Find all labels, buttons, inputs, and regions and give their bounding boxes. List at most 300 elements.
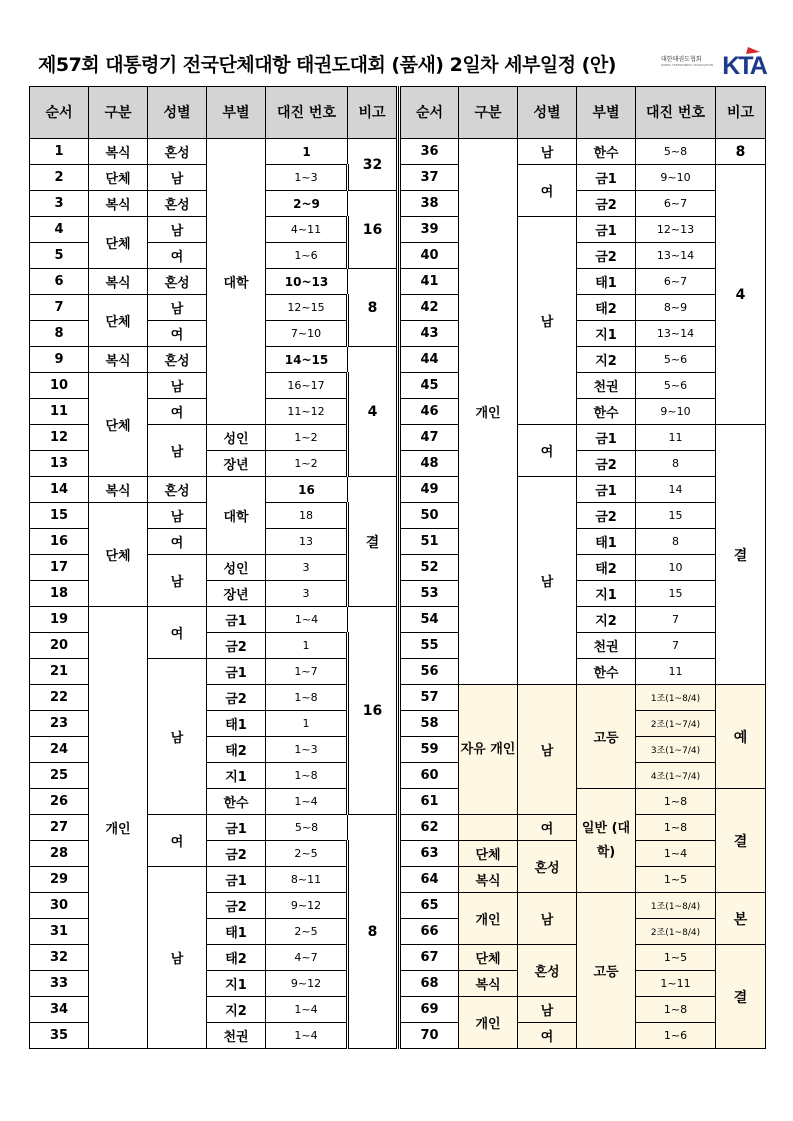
header-note: 비고 [348, 87, 398, 139]
order-cell: 38 [400, 191, 459, 217]
bracket-cell: 1~4 [636, 841, 716, 867]
order-cell: 37 [400, 165, 459, 191]
order-cell: 67 [400, 945, 459, 971]
bracket-cell: 11 [636, 425, 716, 451]
order-cell: 43 [400, 321, 459, 347]
table-row [400, 633, 766, 659]
table-row [30, 867, 398, 893]
table-row [400, 139, 766, 165]
table-row [30, 477, 398, 503]
table-row [400, 893, 766, 919]
order-cell: 65 [400, 893, 459, 919]
category-cell: 금1 [577, 217, 636, 243]
bracket-cell: 12~13 [636, 217, 716, 243]
gender-cell: 남 [148, 659, 207, 815]
bracket-cell: 1조(1~8/4) [636, 685, 716, 711]
bracket-cell: 8~11 [266, 867, 348, 893]
header-division: 구분 [459, 87, 518, 139]
bracket-cell: 8~9 [636, 295, 716, 321]
order-cell: 26 [30, 789, 89, 815]
gender-cell: 남 [518, 685, 577, 815]
category-cell: 금1 [577, 165, 636, 191]
category-cell: 금2 [207, 685, 266, 711]
bracket-cell: 10~13 [266, 269, 348, 295]
bracket-cell: 11~12 [266, 399, 348, 425]
bracket-cell: 10 [636, 555, 716, 581]
bracket-cell: 1~6 [266, 243, 348, 269]
bracket-cell: 14~15 [266, 347, 348, 373]
bracket-cell: 4~11 [266, 217, 348, 243]
bracket-cell: 1 [266, 711, 348, 737]
order-cell: 14 [30, 477, 89, 503]
category-cell: 지1 [577, 581, 636, 607]
table-row [30, 633, 398, 659]
bracket-cell: 1 [266, 633, 348, 659]
note-cell: 본 [716, 893, 766, 945]
table-row [400, 425, 766, 451]
order-cell: 11 [30, 399, 89, 425]
table-row [30, 841, 398, 867]
table-row [30, 971, 398, 997]
bracket-cell: 7~10 [266, 321, 348, 347]
gender-cell: 남 [518, 997, 577, 1023]
bracket-cell: 3조(1~7/4) [636, 737, 716, 763]
table-row [30, 1023, 398, 1049]
order-cell: 70 [400, 1023, 459, 1049]
table-row [400, 607, 766, 633]
header-category: 부별 [577, 87, 636, 139]
division-cell: 단체 [459, 945, 518, 971]
division-cell: 복식 [459, 971, 518, 997]
header-gender: 성별 [148, 87, 207, 139]
category-cell: 일반 (대학) [577, 789, 636, 893]
note-cell: 결 [716, 425, 766, 685]
bracket-cell: 1~8 [636, 815, 716, 841]
bracket-cell: 1~8 [636, 789, 716, 815]
category-cell: 태2 [577, 295, 636, 321]
order-cell: 52 [400, 555, 459, 581]
order-cell: 36 [400, 139, 459, 165]
bracket-cell: 1~3 [266, 165, 348, 191]
division-cell: 복식 [89, 139, 148, 165]
bracket-cell: 1~4 [266, 789, 348, 815]
category-cell: 한수 [577, 399, 636, 425]
order-cell: 18 [30, 581, 89, 607]
order-cell: 27 [30, 815, 89, 841]
bracket-cell: 1~4 [266, 1023, 348, 1049]
table-row [400, 373, 766, 399]
division-cell: 복식 [89, 477, 148, 503]
table-header-row [400, 87, 766, 139]
bracket-cell: 1~4 [266, 997, 348, 1023]
gender-cell: 남 [518, 477, 577, 685]
order-cell: 1 [30, 139, 89, 165]
bracket-cell: 16~17 [266, 373, 348, 399]
bracket-cell: 2~5 [266, 841, 348, 867]
bracket-cell: 1~8 [266, 685, 348, 711]
bracket-cell: 15 [636, 581, 716, 607]
category-cell: 금2 [577, 243, 636, 269]
order-cell: 42 [400, 295, 459, 321]
bracket-cell: 1~3 [266, 737, 348, 763]
gender-cell: 여 [148, 529, 207, 555]
order-cell: 53 [400, 581, 459, 607]
association-korean-name: 대한태권도협회 [661, 56, 702, 63]
order-cell: 29 [30, 867, 89, 893]
order-cell: 5 [30, 243, 89, 269]
bracket-cell: 1~8 [266, 763, 348, 789]
division-cell: 개인 [459, 139, 518, 685]
order-cell: 46 [400, 399, 459, 425]
category-cell: 금2 [207, 893, 266, 919]
header-order: 순서 [30, 87, 89, 139]
order-cell: 61 [400, 789, 459, 815]
gender-cell: 남 [148, 503, 207, 529]
association-name [661, 56, 713, 67]
order-cell: 13 [30, 451, 89, 477]
order-cell: 8 [30, 321, 89, 347]
note-cell: 결 [716, 945, 766, 1049]
gender-cell: 혼성 [148, 477, 207, 503]
order-cell: 41 [400, 269, 459, 295]
category-cell: 대학 [207, 477, 266, 555]
category-cell: 대학 [207, 139, 266, 425]
division-cell: 개인 [89, 607, 148, 1049]
division-cell: 복식 [89, 269, 148, 295]
gender-cell: 여 [148, 321, 207, 347]
table-row [30, 919, 398, 945]
category-cell: 태2 [207, 737, 266, 763]
category-cell: 금1 [207, 659, 266, 685]
order-cell: 21 [30, 659, 89, 685]
bracket-cell: 15 [636, 503, 716, 529]
gender-cell: 혼성 [518, 945, 577, 997]
order-cell: 50 [400, 503, 459, 529]
bracket-cell: 5~8 [266, 815, 348, 841]
category-cell: 성인 [207, 555, 266, 581]
schedule-table-right [398, 86, 766, 1049]
bracket-cell: 9~10 [636, 165, 716, 191]
table-row [400, 555, 766, 581]
note-cell: 4 [716, 165, 766, 425]
table-row [30, 139, 398, 165]
category-cell: 지2 [577, 607, 636, 633]
bracket-cell: 3 [266, 555, 348, 581]
table-header-row [30, 87, 398, 139]
note-cell: 4 [348, 347, 398, 477]
bracket-cell: 7 [636, 607, 716, 633]
gender-cell: 혼성 [148, 269, 207, 295]
note-cell: 8 [348, 269, 398, 347]
bracket-cell: 9~12 [266, 893, 348, 919]
category-cell: 금1 [207, 867, 266, 893]
category-cell: 금2 [207, 633, 266, 659]
table-row [30, 737, 398, 763]
header-gender: 성별 [518, 87, 577, 139]
category-cell: 지1 [577, 321, 636, 347]
bracket-cell: 3 [266, 581, 348, 607]
division-cell [459, 815, 518, 841]
order-cell: 54 [400, 607, 459, 633]
gender-cell: 남 [148, 555, 207, 607]
bracket-cell: 4조(1~7/4) [636, 763, 716, 789]
gender-cell: 혼성 [148, 191, 207, 217]
order-cell: 56 [400, 659, 459, 685]
bracket-cell: 1~8 [636, 997, 716, 1023]
category-cell: 장년 [207, 451, 266, 477]
gender-cell: 남 [148, 867, 207, 1049]
table-row [30, 893, 398, 919]
bracket-cell: 2조(1~8/4) [636, 919, 716, 945]
order-cell: 69 [400, 997, 459, 1023]
table-row [30, 789, 398, 815]
gender-cell: 혼성 [148, 347, 207, 373]
table-row [30, 711, 398, 737]
bracket-cell: 5~6 [636, 373, 716, 399]
table-row [30, 815, 398, 841]
bracket-cell: 12~15 [266, 295, 348, 321]
bracket-cell: 1~5 [636, 945, 716, 971]
category-cell: 금1 [577, 425, 636, 451]
category-cell: 지2 [207, 997, 266, 1023]
category-cell: 태2 [207, 945, 266, 971]
category-cell: 성인 [207, 425, 266, 451]
category-cell: 장년 [207, 581, 266, 607]
table-row [400, 685, 766, 711]
category-cell: 태2 [577, 555, 636, 581]
table-row [400, 477, 766, 503]
table-row [30, 555, 398, 581]
order-cell: 9 [30, 347, 89, 373]
note-cell: 결 [348, 477, 398, 607]
division-cell: 단체 [89, 503, 148, 607]
order-cell: 24 [30, 737, 89, 763]
header-division: 구분 [89, 87, 148, 139]
bracket-cell: 4~7 [266, 945, 348, 971]
order-cell: 57 [400, 685, 459, 711]
gender-cell: 남 [518, 893, 577, 945]
bracket-cell: 1~7 [266, 659, 348, 685]
gender-cell: 남 [148, 295, 207, 321]
order-cell: 35 [30, 1023, 89, 1049]
bracket-cell: 1조(1~8/4) [636, 893, 716, 919]
order-cell: 25 [30, 763, 89, 789]
bracket-cell: 16 [266, 477, 348, 503]
header-bracket-number: 대진 번호 [266, 87, 348, 139]
gender-cell: 남 [148, 373, 207, 399]
category-cell: 고등 [577, 893, 636, 1049]
gender-cell: 남 [148, 217, 207, 243]
order-cell: 68 [400, 971, 459, 997]
bracket-cell: 18 [266, 503, 348, 529]
division-cell: 복식 [89, 191, 148, 217]
order-cell: 44 [400, 347, 459, 373]
category-cell: 천권 [577, 373, 636, 399]
bracket-cell: 8 [636, 451, 716, 477]
category-cell: 태1 [577, 269, 636, 295]
category-cell: 금1 [207, 607, 266, 633]
bracket-cell: 1~6 [636, 1023, 716, 1049]
table-row [400, 659, 766, 685]
gender-cell: 남 [518, 217, 577, 425]
gender-cell: 여 [148, 607, 207, 659]
category-cell: 금2 [577, 191, 636, 217]
table-row [30, 659, 398, 685]
division-cell: 단체 [89, 165, 148, 191]
order-cell: 34 [30, 997, 89, 1023]
category-cell: 금2 [577, 451, 636, 477]
bracket-cell: 2~9 [266, 191, 348, 217]
table-row [30, 763, 398, 789]
division-cell: 개인 [459, 997, 518, 1049]
category-cell: 지1 [207, 763, 266, 789]
table-row [400, 789, 766, 815]
order-cell: 40 [400, 243, 459, 269]
table-row [30, 425, 398, 451]
category-cell: 한수 [577, 659, 636, 685]
order-cell: 16 [30, 529, 89, 555]
category-cell: 금2 [207, 841, 266, 867]
schedule-table-left [29, 86, 399, 1049]
order-cell: 15 [30, 503, 89, 529]
header-category: 부별 [207, 87, 266, 139]
page-title: 제57회 대통령기 전국단체대항 태권도대회 (품새) 2일차 세부일정 (안) [38, 54, 616, 76]
category-cell: 금1 [207, 815, 266, 841]
division-cell: 단체 [89, 373, 148, 477]
table-row [400, 217, 766, 243]
gender-cell: 여 [148, 815, 207, 867]
bracket-cell: 13~14 [636, 321, 716, 347]
order-cell: 62 [400, 815, 459, 841]
gender-cell: 남 [518, 139, 577, 165]
order-cell: 60 [400, 763, 459, 789]
note-cell: 8 [716, 139, 766, 165]
gender-cell: 여 [148, 399, 207, 425]
order-cell: 55 [400, 633, 459, 659]
order-cell: 58 [400, 711, 459, 737]
order-cell: 3 [30, 191, 89, 217]
order-cell: 30 [30, 893, 89, 919]
gender-cell: 여 [148, 243, 207, 269]
table-row [400, 191, 766, 217]
division-cell: 단체 [89, 217, 148, 269]
gender-cell: 혼성 [518, 841, 577, 893]
order-cell: 6 [30, 269, 89, 295]
order-cell: 20 [30, 633, 89, 659]
order-cell: 32 [30, 945, 89, 971]
order-cell: 7 [30, 295, 89, 321]
bracket-cell: 1 [266, 139, 348, 165]
division-cell: 단체 [89, 295, 148, 347]
note-cell: 32 [348, 139, 398, 191]
table-row [400, 243, 766, 269]
bracket-cell: 8 [636, 529, 716, 555]
bracket-cell: 6~7 [636, 269, 716, 295]
note-cell: 결 [716, 789, 766, 893]
order-cell: 47 [400, 425, 459, 451]
order-cell: 4 [30, 217, 89, 243]
gender-cell: 여 [518, 425, 577, 477]
note-cell: 8 [348, 815, 398, 1049]
order-cell: 63 [400, 841, 459, 867]
category-cell: 태1 [577, 529, 636, 555]
table-row [30, 997, 398, 1023]
division-cell: 복식 [89, 347, 148, 373]
bracket-cell: 14 [636, 477, 716, 503]
order-cell: 19 [30, 607, 89, 633]
bracket-cell: 9~12 [266, 971, 348, 997]
order-cell: 64 [400, 867, 459, 893]
gender-cell: 여 [518, 815, 577, 841]
order-cell: 31 [30, 919, 89, 945]
kta-logo [716, 44, 772, 76]
order-cell: 66 [400, 919, 459, 945]
division-cell: 단체 [459, 841, 518, 867]
header-bracket-number: 대진 번호 [636, 87, 716, 139]
bracket-cell: 1~11 [636, 971, 716, 997]
gender-cell: 혼성 [148, 139, 207, 165]
table-row [400, 581, 766, 607]
category-cell: 천권 [207, 1023, 266, 1049]
category-cell: 천권 [577, 633, 636, 659]
bracket-cell: 2조(1~7/4) [636, 711, 716, 737]
order-cell: 39 [400, 217, 459, 243]
division-cell: 자유 개인 [459, 685, 518, 815]
order-cell: 33 [30, 971, 89, 997]
category-cell: 태1 [207, 711, 266, 737]
note-cell: 예 [716, 685, 766, 789]
bracket-cell: 1~4 [266, 607, 348, 633]
gender-cell: 남 [148, 165, 207, 191]
category-cell: 지1 [207, 971, 266, 997]
division-cell: 복식 [459, 867, 518, 893]
table-row [400, 399, 766, 425]
header-note: 비고 [716, 87, 766, 139]
order-cell: 28 [30, 841, 89, 867]
order-cell: 10 [30, 373, 89, 399]
table-row [30, 945, 398, 971]
bracket-cell: 13~14 [636, 243, 716, 269]
bracket-cell: 1~2 [266, 425, 348, 451]
gender-cell: 여 [518, 1023, 577, 1049]
note-cell: 16 [348, 607, 398, 815]
note-cell: 16 [348, 191, 398, 269]
bracket-cell: 1~2 [266, 451, 348, 477]
table-row [30, 581, 398, 607]
bracket-cell: 7 [636, 633, 716, 659]
gender-cell: 남 [148, 425, 207, 477]
bracket-cell: 13 [266, 529, 348, 555]
category-cell: 태1 [207, 919, 266, 945]
gender-cell: 여 [518, 165, 577, 217]
bracket-cell: 11 [636, 659, 716, 685]
order-cell: 22 [30, 685, 89, 711]
order-cell: 2 [30, 165, 89, 191]
bracket-cell: 6~7 [636, 191, 716, 217]
table-row [30, 451, 398, 477]
table-row [400, 165, 766, 191]
order-cell: 17 [30, 555, 89, 581]
division-cell: 개인 [459, 893, 518, 945]
bracket-cell: 2~5 [266, 919, 348, 945]
order-cell: 51 [400, 529, 459, 555]
category-cell: 금2 [577, 503, 636, 529]
category-cell: 한수 [577, 139, 636, 165]
order-cell: 49 [400, 477, 459, 503]
order-cell: 23 [30, 711, 89, 737]
association-english-name: KOREA TAEKWONDO ASSOCIATION [661, 63, 714, 67]
category-cell: 한수 [207, 789, 266, 815]
